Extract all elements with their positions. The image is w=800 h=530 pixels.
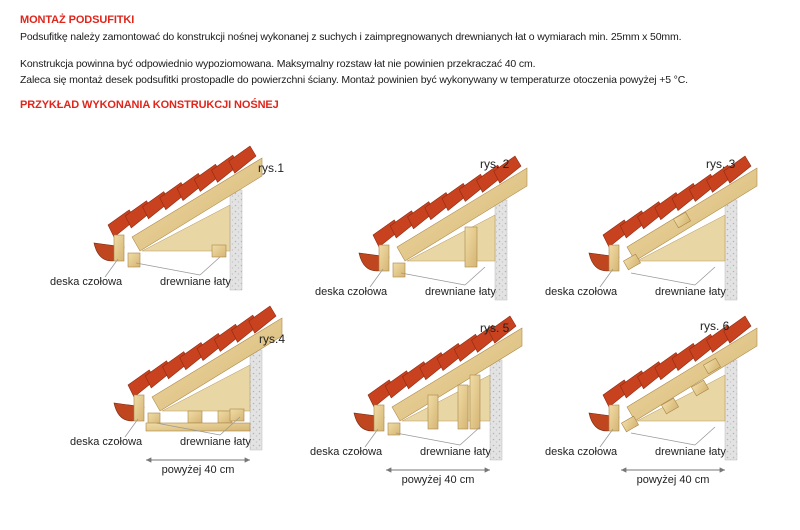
wall — [490, 360, 502, 460]
wall — [725, 360, 737, 460]
fascia-board — [609, 245, 619, 271]
fascia-board — [114, 235, 124, 261]
label-deska-czolowa: deska czołowa — [310, 446, 383, 458]
label-deska-czolowa: deska czołowa — [50, 276, 123, 288]
wall — [725, 200, 737, 300]
leader-line — [401, 273, 465, 285]
batten — [128, 253, 140, 267]
leader-line — [600, 429, 613, 447]
figure-1 — [50, 146, 284, 290]
leader-line — [136, 263, 200, 275]
batten — [470, 375, 480, 429]
batten — [212, 245, 226, 257]
leader-line — [631, 433, 695, 445]
leader-line — [370, 269, 383, 287]
label-drewniane-laty: drewniane łaty — [160, 276, 231, 288]
dimension-label: powyżej 40 cm — [401, 474, 475, 486]
label-drewniane-laty: drewniane łaty — [655, 286, 726, 298]
figure-title: rys. 3 — [706, 157, 736, 171]
fascia-board — [374, 405, 384, 431]
leader-line — [465, 267, 485, 285]
leader-line — [200, 257, 220, 275]
figure-2 — [315, 156, 527, 300]
fascia-board — [134, 395, 144, 421]
label-deska-czolowa: deska czołowa — [545, 286, 618, 298]
section-heading-example: PRZYKŁAD WYKONANIA KONSTRUKCJI NOŚNEJ — [20, 99, 279, 111]
figure-title: rys. 6 — [700, 319, 730, 333]
fascia-board — [379, 245, 389, 271]
section-heading-montaz: MONTAŻ PODSUFITKI — [20, 14, 135, 26]
figure-5 — [310, 316, 522, 486]
label-drewniane-laty: drewniane łaty — [420, 446, 491, 458]
label-drewniane-laty: drewniane łaty — [425, 286, 496, 298]
label-deska-czolowa: deska czołowa — [315, 286, 388, 298]
leader-line — [105, 259, 118, 277]
leader-line — [695, 427, 715, 445]
leader-line — [365, 429, 378, 447]
label-drewniane-laty: drewniane łaty — [655, 446, 726, 458]
wall — [250, 350, 262, 450]
paragraph-levelling: Konstrukcja powinna być odpowiednio wypoziomowana. Maksymalny rozstaw łat nie powinien przekraczać 40 cm. — [20, 58, 536, 70]
batten — [458, 385, 468, 429]
figure-title: rys.1 — [258, 161, 285, 175]
paragraph-mounting: Zaleca się montaż desek podsufitki prostopadle do powierzchni ściany. Montaż powinien być wykonywany w temperaturze otoczenia powyżej +5 °C. — [20, 74, 688, 86]
label-deska-czolowa: deska czołowa — [545, 446, 618, 458]
figure-title: rys. 5 — [480, 321, 510, 335]
dimension-label: powyżej 40 cm — [636, 474, 710, 486]
figure-4 — [70, 306, 285, 476]
leader-line — [695, 267, 715, 285]
leader-line — [460, 427, 480, 445]
wall — [495, 200, 507, 300]
label-drewniane-laty: drewniane łaty — [180, 436, 251, 448]
leader-line — [631, 273, 695, 285]
paragraph-intro: Podsufitkę należy zamontować do konstrukcji nośnej wykonanej z suchych i zaimpregnowanych drewnianych łat o wymiarach min. 25mm x 50mm. — [20, 31, 682, 43]
figure-title: rys.4 — [259, 332, 286, 346]
batten — [465, 227, 477, 267]
leader-line — [396, 433, 460, 445]
dimension-label: powyżej 40 cm — [161, 464, 235, 476]
batten — [428, 395, 438, 429]
fascia-board — [609, 405, 619, 431]
figure-6 — [545, 316, 757, 486]
batten — [188, 411, 202, 423]
figure-3 — [545, 156, 757, 300]
leader-line — [125, 419, 138, 437]
figure-title: rys. 2 — [480, 157, 510, 171]
batten — [393, 263, 405, 277]
label-deska-czolowa: deska czołowa — [70, 436, 143, 448]
wall — [230, 190, 242, 290]
leader-line — [600, 269, 613, 287]
